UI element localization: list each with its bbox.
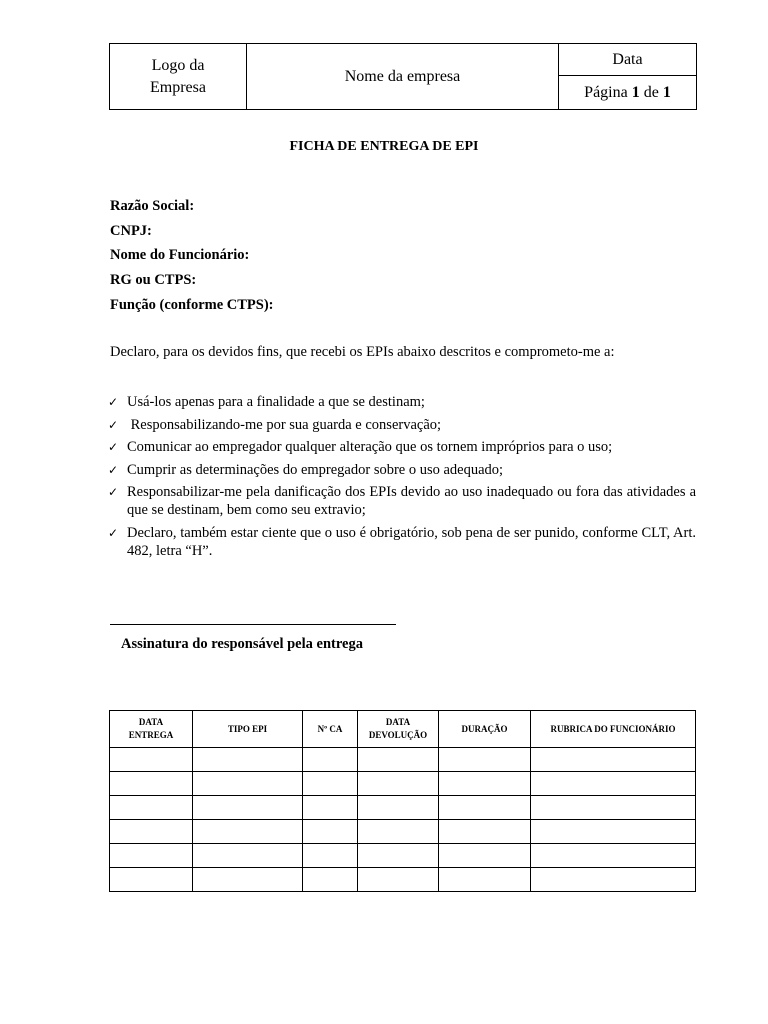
signature-line xyxy=(110,624,396,625)
col-tipo-epi: TIPO EPI xyxy=(193,711,303,748)
table-cell[interactable] xyxy=(303,796,358,820)
term-text: Declaro, também estar ciente que o uso é obrigatório, sob pena de ser punido, conforme CLT, Art. 482, letra “H”. xyxy=(127,524,696,559)
table-cell[interactable] xyxy=(358,772,439,796)
col-data-devolucao-l1: DATA xyxy=(385,717,411,727)
page-prefix: Página xyxy=(584,83,628,101)
table-cell[interactable] xyxy=(439,772,531,796)
term-item xyxy=(108,461,696,479)
checkmark-icon: ✓ xyxy=(108,485,119,499)
table-cell[interactable] xyxy=(110,772,193,796)
signature-label: Assinatura do responsável pela entrega xyxy=(121,636,363,652)
table-cell[interactable] xyxy=(358,844,439,868)
table-row xyxy=(110,772,696,796)
table-cell[interactable] xyxy=(531,772,696,796)
col-data-entrega xyxy=(110,711,193,748)
col-numero-ca: Nº CA xyxy=(303,711,358,748)
table-cell[interactable] xyxy=(531,820,696,844)
term-item xyxy=(108,393,696,411)
logo-cell xyxy=(110,44,247,110)
table-cell[interactable] xyxy=(439,748,531,772)
field-cnpj: CNPJ: xyxy=(110,223,152,239)
term-text: Responsabilizando-me por sua guarda e conservação; xyxy=(127,416,442,433)
epi-delivery-table xyxy=(109,710,696,892)
field-rg-ctps: RG ou CTPS: xyxy=(110,272,197,288)
term-text: Cumprir as determinações do empregador sobre o uso adequado; xyxy=(127,461,504,478)
table-cell[interactable] xyxy=(193,820,303,844)
table-cell[interactable] xyxy=(193,868,303,892)
table-cell[interactable] xyxy=(439,796,531,820)
table-cell[interactable] xyxy=(358,748,439,772)
checkmark-icon: ✓ xyxy=(108,525,119,540)
page-current: 1 xyxy=(631,83,640,101)
term-item xyxy=(108,416,696,434)
declaration-text: Declaro, para os devidos fins, que recebi os EPIs abaixo descritos e comprometo-me a: xyxy=(110,344,615,360)
table-cell[interactable] xyxy=(531,748,696,772)
col-duracao: DURAÇÃO xyxy=(439,711,531,748)
table-cell[interactable] xyxy=(303,772,358,796)
table-cell[interactable] xyxy=(358,868,439,892)
document-title: FICHA DE ENTREGA DE EPI xyxy=(289,139,479,154)
table-row xyxy=(110,868,696,892)
term-text: Usá-los apenas para a finalidade a que se destinam; xyxy=(127,394,425,410)
col-data-devolucao-l2: DEVOLUÇÃO xyxy=(368,730,428,740)
col-data-entrega-l2: ENTREGA xyxy=(128,730,174,740)
table-cell[interactable] xyxy=(303,868,358,892)
table-cell[interactable] xyxy=(439,844,531,868)
table-cell[interactable] xyxy=(439,868,531,892)
checkmark-icon: ✓ xyxy=(108,440,119,454)
table-cell[interactable] xyxy=(531,796,696,820)
table-cell[interactable] xyxy=(531,844,696,868)
term-item xyxy=(108,483,696,519)
table-cell[interactable] xyxy=(193,748,303,772)
table-cell[interactable] xyxy=(303,820,358,844)
table-cell[interactable] xyxy=(193,844,303,868)
table-header-row xyxy=(110,711,696,748)
table-row xyxy=(110,820,696,844)
page-sep: de xyxy=(643,83,659,101)
company-name: Nome da empresa xyxy=(247,44,559,110)
table-cell[interactable] xyxy=(110,868,193,892)
logo-line-2: Empresa xyxy=(150,78,206,96)
table-row xyxy=(110,844,696,868)
table-cell[interactable] xyxy=(110,820,193,844)
col-rubrica: RUBRICA DO FUNCIONÁRIO xyxy=(531,711,696,748)
table-row xyxy=(110,748,696,772)
table-cell[interactable] xyxy=(358,820,439,844)
table-row xyxy=(110,796,696,820)
checkmark-icon: ✓ xyxy=(108,462,119,477)
field-funcao: Função (conforme CTPS): xyxy=(110,297,274,313)
field-razao-social: Razão Social: xyxy=(110,198,195,214)
page-total: 1 xyxy=(662,83,671,101)
date-label: Data xyxy=(559,44,697,76)
col-data-entrega-l1: DATA xyxy=(138,717,164,727)
checkmark-icon: ✓ xyxy=(108,395,119,409)
col-data-devolucao xyxy=(358,711,439,748)
table-cell[interactable] xyxy=(110,748,193,772)
term-item xyxy=(108,438,696,456)
terms-list xyxy=(108,393,696,564)
table-cell[interactable] xyxy=(193,772,303,796)
table-cell[interactable] xyxy=(531,868,696,892)
table-cell[interactable] xyxy=(358,796,439,820)
logo-line-1: Logo da xyxy=(151,56,205,74)
table-cell[interactable] xyxy=(303,748,358,772)
table-cell[interactable] xyxy=(193,796,303,820)
page-counter xyxy=(559,76,697,110)
term-text: Responsabilizar-me pela danificação dos EPIs devido ao uso inadequado ou fora das atividades a que se destinam, bem como seu extravio; xyxy=(127,484,696,518)
header-table xyxy=(109,43,697,110)
field-nome-funcionario: Nome do Funcionário: xyxy=(110,247,250,263)
term-item xyxy=(108,524,696,560)
term-text: Comunicar ao empregador qualquer alteração que os tornem impróprios para o uso; xyxy=(127,439,613,455)
table-cell[interactable] xyxy=(439,820,531,844)
table-cell[interactable] xyxy=(110,796,193,820)
table-cell[interactable] xyxy=(303,844,358,868)
table-cell[interactable] xyxy=(110,844,193,868)
checkmark-icon: ✓ xyxy=(108,417,119,432)
